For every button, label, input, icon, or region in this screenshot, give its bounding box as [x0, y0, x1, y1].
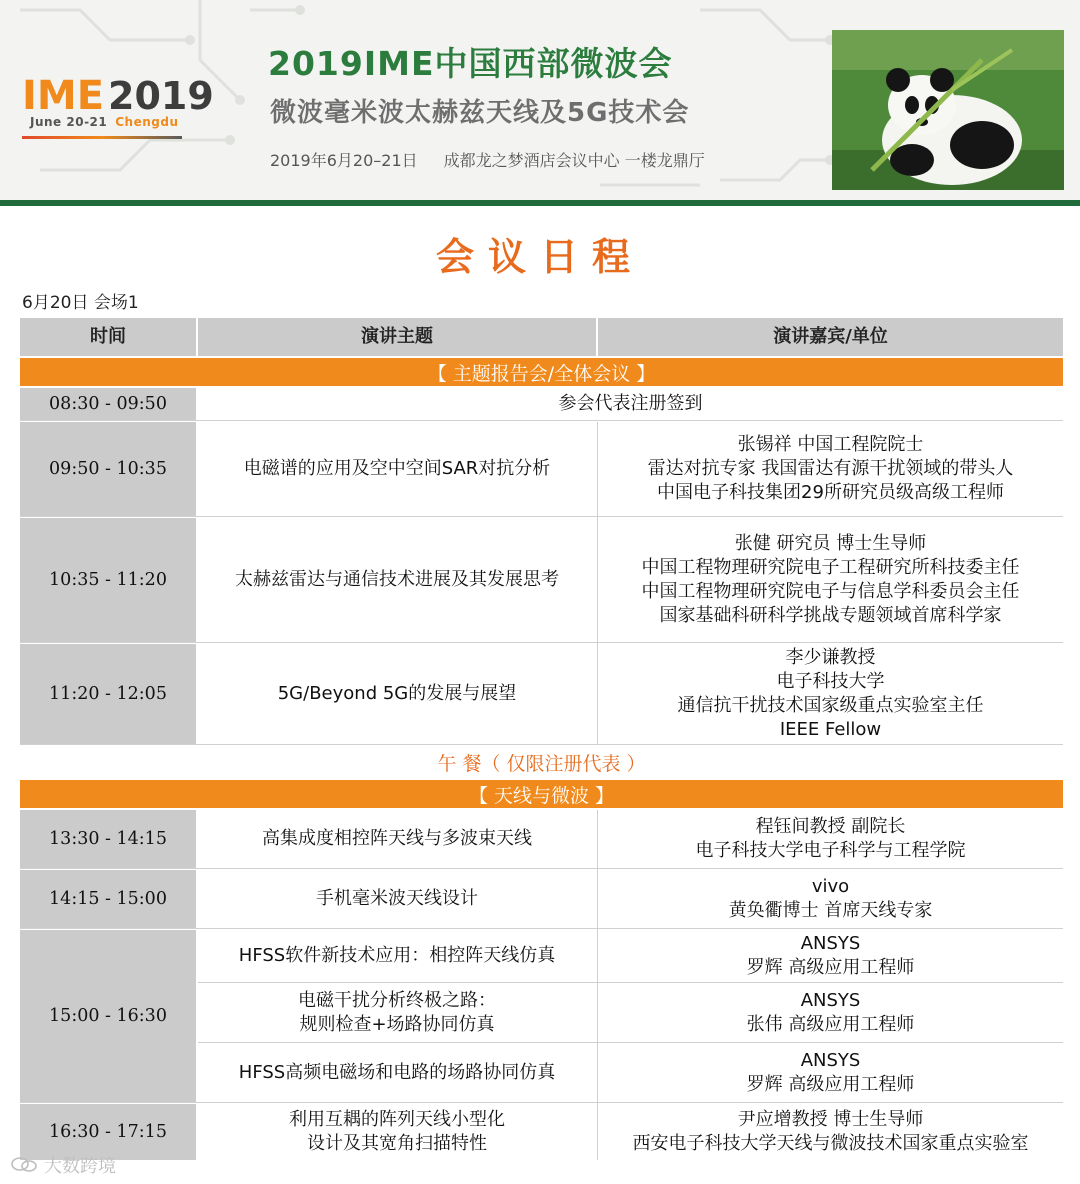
- time-cell: 15:00 - 16:30: [20, 930, 196, 1102]
- table-row: [198, 930, 1063, 982]
- speaker-line: 国家基础科研科学挑战专题领域首席科学家: [659, 605, 1002, 626]
- speaker-cell: [598, 644, 1063, 744]
- speaker-line: 电子科技大学电子科学与工程学院: [695, 840, 966, 861]
- logo-text: IME: [22, 73, 105, 119]
- topic-line: 电磁谱的应用及空中空间SAR对抗分析: [243, 458, 551, 479]
- speaker-line: 程钰间教授 副院长: [755, 816, 906, 837]
- logo-year: 2019: [108, 74, 214, 118]
- topic-line: 手机毫米波天线设计: [316, 888, 478, 909]
- table-row: [20, 518, 1063, 642]
- header-banner: [0, 0, 1080, 200]
- speaker-cell: [598, 422, 1063, 516]
- speaker-line: 张伟 高级应用工程师: [746, 1014, 915, 1035]
- time-cell: 10:35 - 11:20: [20, 518, 196, 642]
- topic-line: 规则检查+场路协同仿真: [299, 1014, 495, 1035]
- speaker-line: 通信抗干扰技术国家级重点实验室主任: [677, 695, 984, 716]
- column-divider: [597, 422, 598, 744]
- time-cell: 11:20 - 12:05: [20, 644, 196, 744]
- column-header-time: 时间: [20, 318, 196, 356]
- topic-line: HFSS高频电磁场和电路的场路协同仿真: [238, 1062, 556, 1083]
- row-divider: [20, 516, 1063, 517]
- ime-logo: [22, 74, 214, 118]
- topic-line: HFSS软件新技术应用：相控阵天线仿真: [238, 945, 556, 966]
- table-row: [20, 422, 1063, 516]
- table-row: [198, 1044, 1063, 1102]
- topic-cell: [198, 644, 596, 744]
- table-row: [20, 1104, 1063, 1160]
- speaker-line: 中国工程物理研究院电子与信息学科委员会主任: [641, 581, 1020, 602]
- table-row: [20, 810, 1063, 868]
- speaker-line: 电子科技大学: [776, 671, 885, 692]
- speaker-line: 李少谦教授: [785, 647, 876, 668]
- watermark-text: 大数跨境: [44, 1156, 116, 1177]
- topic-cell: [198, 984, 596, 1042]
- speaker-line: ANSYS: [800, 933, 861, 954]
- row-divider: [20, 420, 1063, 421]
- topic-line: 电磁干扰分析终极之路：: [298, 990, 496, 1011]
- conference-date: 2019年6月20–21日: [270, 151, 418, 170]
- time-cell: 16:30 - 17:15: [20, 1104, 196, 1160]
- conference-title: 2019IME中国西部微波会: [268, 44, 673, 83]
- topic-line: 太赫兹雷达与通信技术进展及其发展思考: [235, 569, 559, 590]
- time-cell: 08:30 - 09:50: [20, 388, 196, 420]
- topic-cell: [198, 422, 596, 516]
- speaker-line: 罗辉 高级应用工程师: [746, 1074, 915, 1095]
- speaker-line: 张健 研究员 博士生导师: [734, 533, 927, 554]
- topic-cell: [198, 1104, 596, 1160]
- speaker-cell: [598, 984, 1063, 1042]
- topic-cell: [198, 1044, 596, 1102]
- header-divider: [0, 200, 1080, 206]
- table-header-row: [20, 318, 1063, 356]
- page-title: 会议日程: [435, 235, 644, 279]
- session-label: 6月20日 会场1: [22, 293, 139, 313]
- row-divider: [198, 1042, 1063, 1043]
- speaker-cell: [598, 930, 1063, 982]
- table-row: [20, 388, 1063, 420]
- row-divider: [198, 982, 1063, 983]
- time-cell: 09:50 - 10:35: [20, 422, 196, 516]
- speaker-line: ANSYS: [800, 990, 861, 1011]
- row-divider: [20, 642, 1063, 643]
- section-band-plenary: 【 主题报告会/全体会议 】: [20, 358, 1063, 386]
- row-divider: [20, 868, 1063, 869]
- speaker-line: 罗辉 高级应用工程师: [746, 957, 915, 978]
- registration-cell: 参会代表注册签到: [558, 393, 703, 414]
- row-divider: [20, 1102, 1063, 1103]
- watermark: [10, 1152, 116, 1178]
- logo-subtitle: [30, 115, 179, 129]
- topic-line: 设计及其宽角扫描特性: [307, 1133, 487, 1154]
- speaker-cell: [598, 518, 1063, 642]
- topic-line: 利用互耦的阵列天线小型化: [289, 1109, 505, 1130]
- speaker-line: 尹应增教授 博士生导师: [737, 1109, 924, 1130]
- topic-cell: [198, 930, 596, 982]
- speaker-cell: [598, 810, 1063, 868]
- conference-venue: 成都龙之梦酒店会议中心 一楼龙鼎厅: [443, 151, 705, 170]
- logo-underline: [22, 136, 182, 139]
- column-divider: [597, 810, 598, 1160]
- speaker-line: 张锡祥 中国工程院院士: [737, 434, 924, 455]
- topic-cell: [198, 810, 596, 868]
- speaker-cell: [598, 1044, 1063, 1102]
- panda-image: [832, 30, 1064, 190]
- section-band-antenna: 【 天线与微波 】: [20, 780, 1063, 808]
- speaker-line: ANSYS: [800, 1050, 861, 1071]
- speaker-line: 雷达对抗专家 我国雷达有源干扰领域的带头人: [647, 458, 1014, 479]
- time-cell: 13:30 - 14:15: [20, 810, 196, 868]
- speaker-line: 黄奂衢博士 首席天线专家: [728, 900, 933, 921]
- table-row: [20, 870, 1063, 928]
- row-divider: [20, 928, 1063, 929]
- lunch-band: 午 餐（ 仅限注册代表 ）: [20, 746, 1063, 778]
- speaker-line: 西安电子科技大学天线与微波技术国家重点实验室: [632, 1133, 1029, 1154]
- topic-line: 高集成度相控阵天线与多波束天线: [262, 828, 532, 849]
- conference-subtitle: 微波毫米波太赫兹天线及5G技术会: [270, 98, 690, 128]
- speaker-cell: [598, 870, 1063, 928]
- logo-dates: June 20-21: [30, 115, 108, 129]
- speaker-cell: [598, 1104, 1063, 1160]
- logo-city: Chengdu: [115, 115, 179, 129]
- table-row: [198, 984, 1063, 1042]
- column-header-topic: 演讲主题: [198, 318, 596, 356]
- conference-info: [270, 148, 705, 171]
- column-header-speaker: 演讲嘉宾/单位: [598, 318, 1063, 356]
- speaker-line: vivo: [811, 876, 850, 897]
- speaker-line: 中国工程物理研究院电子工程研究所科技委主任: [641, 557, 1020, 578]
- topic-cell: [198, 870, 596, 928]
- topic-cell: [198, 518, 596, 642]
- time-cell: 14:15 - 15:00: [20, 870, 196, 928]
- row-divider: [20, 744, 1063, 745]
- table-row: [20, 644, 1063, 744]
- topic-line: 5G/Beyond 5G的发展与展望: [277, 683, 517, 704]
- chat-bubbles-icon: [10, 1155, 38, 1175]
- speaker-line: 中国电子科技集团29所研究员级高级工程师: [657, 482, 1004, 503]
- speaker-line: IEEE Fellow: [779, 719, 882, 740]
